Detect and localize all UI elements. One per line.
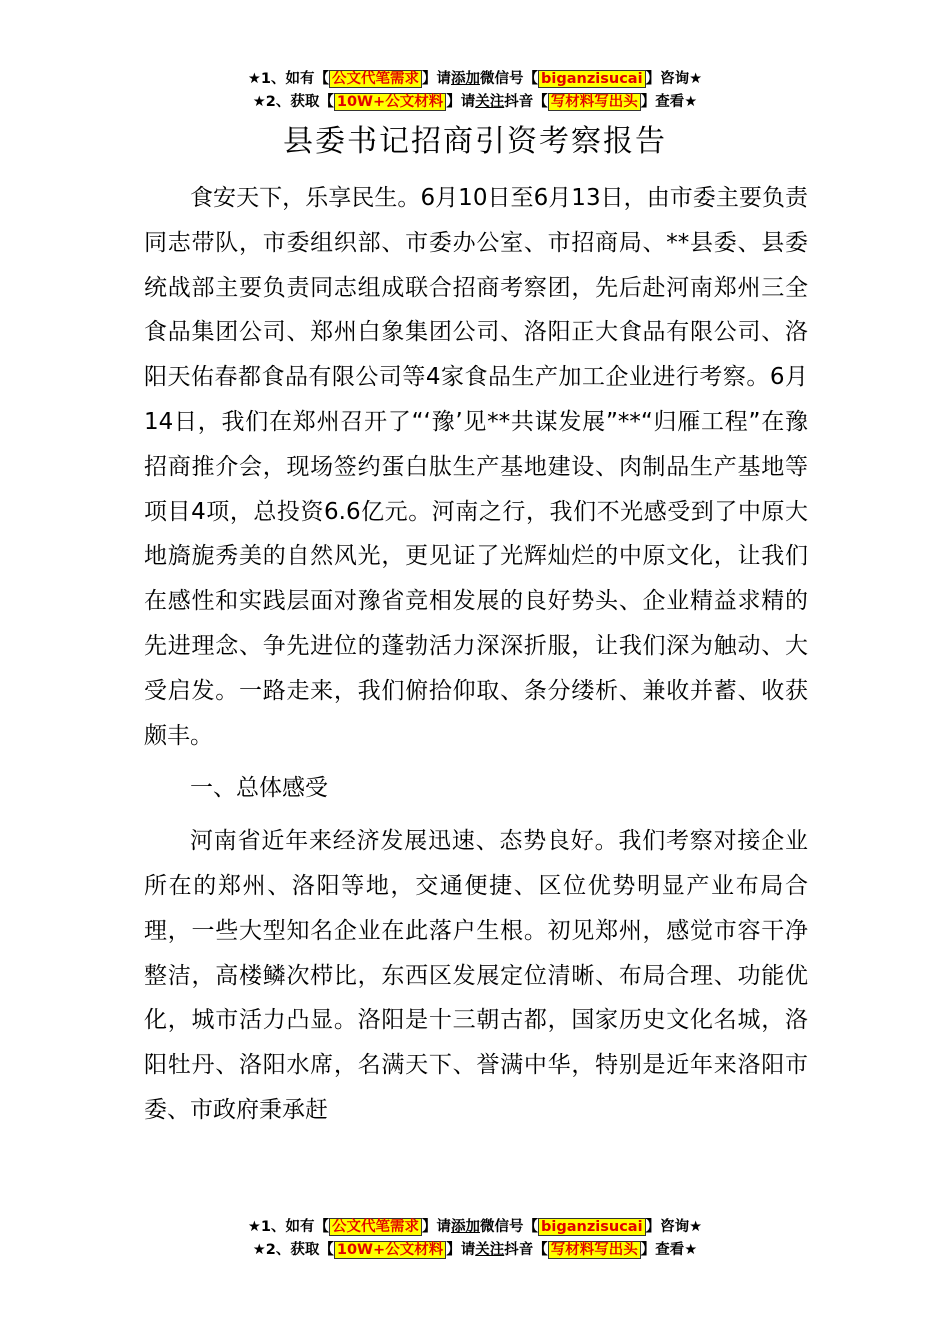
banner-underline: 添加 — [451, 71, 481, 87]
banner-text: ★1、如有【 — [247, 1219, 330, 1235]
banner-line-2 — [0, 1239, 950, 1262]
banner-highlight: 公文代笔需求 — [329, 1218, 422, 1236]
banner-text: 抖音【 — [504, 1242, 548, 1258]
banner-highlight: 写材料写出头 — [548, 1241, 641, 1259]
banner-text: 微信号【 — [480, 71, 539, 87]
banner-underline: 关注 — [475, 94, 505, 110]
banner-highlight: 写材料写出头 — [548, 93, 641, 111]
banner-text: ★2、获取【 — [252, 94, 334, 110]
banner-line-1 — [0, 1216, 950, 1239]
banner-text: 】请 — [446, 1242, 476, 1258]
banner-highlight: 公文代笔需求 — [329, 70, 422, 88]
banner-line-2 — [0, 91, 950, 114]
header-banner — [0, 68, 950, 114]
banner-highlight: 10W+公文材料 — [334, 93, 446, 111]
banner-line-1 — [0, 68, 950, 91]
banner-highlight: biganzisucai — [538, 1218, 646, 1236]
banner-text: ★1、如有【 — [247, 71, 330, 87]
banner-text: 】查看★ — [640, 1242, 698, 1258]
banner-underline: 添加 — [451, 1219, 481, 1235]
banner-underline: 关注 — [475, 1242, 505, 1258]
paragraph: 河南省近年来经济发展迅速、态势良好。我们考察对接企业所在的郑州、洛阳等地，交通便捷、区位优势明显产业布局合理，一些大型知名企业在此落户生根。初见郑州，感觉市容干净整洁，高楼鳞次栉比，东西区发展定位清晰、布局合理、功能优化，城市活力凸显。洛阳是十三朝古都，国家历史文化名城，洛阳牡丹、洛阳水席，名满天下、誉满中华，特别是近年来洛阳市委、市政府秉承赶 — [144, 828, 808, 1123]
banner-text: 】咨询★ — [645, 1219, 703, 1235]
banner-text: 】查看★ — [640, 94, 698, 110]
banner-text: 】请 — [422, 1219, 452, 1235]
banner-text: 】咨询★ — [645, 71, 703, 87]
banner-highlight: 10W+公文材料 — [334, 1241, 446, 1259]
banner-text: ★2、获取【 — [252, 1242, 334, 1258]
banner-text: 】请 — [446, 94, 476, 110]
document-title: 县委书记招商引资考察报告 — [283, 124, 667, 159]
document-body — [144, 176, 808, 1133]
banner-text: 】请 — [422, 71, 452, 87]
banner-text: 抖音【 — [504, 94, 548, 110]
footer-banner — [0, 1216, 950, 1262]
section-heading: 一、总体感受 — [190, 775, 328, 802]
banner-text: 微信号【 — [480, 1219, 539, 1235]
paragraph: 食安天下，乐享民生。6月10日至6月13日，由市委主要负责同志带队，市委组织部、市委办公室、市招商局、**县委、县委统战部主要负责同志组成联合招商考察团，先后赴河南郑州三全食品集团公司、郑州白象集团公司、洛阳正大食品有限公司、洛阳天佑春都食品有限公司等4家食品生产加工企业进行考察。6月14日，我们在郑州召开了“‘豫’见**共谋发展”**“归雁工程”在豫招商推介会，现场签约蛋白肽生产基地建设、肉制品生产基地等项目4项，总投资6.6亿元。河南之行，我们不光感受到了中原大地旖旎秀美的自然风光，更见证了光辉灿烂的中原文化，让我们在感性和实践层面对豫省竞相发展的良好势头、企业精益求精的先进理念、争先进位的蓬勃活力深深折服，让我们深为触动、大受启发。一路走来，我们俯拾仰取、条分缕析、兼收并蓄、收获颇丰。 — [144, 185, 808, 749]
banner-highlight: biganzisucai — [538, 70, 646, 88]
